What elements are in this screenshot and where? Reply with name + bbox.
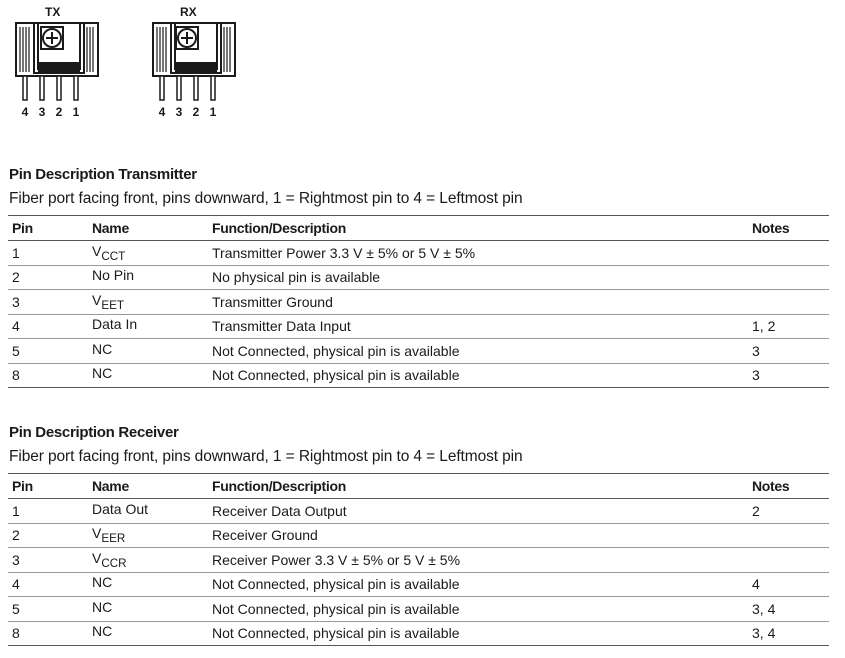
pin-cell: 5	[8, 597, 88, 622]
rx-connector-drawing	[149, 0, 259, 110]
table-row	[8, 548, 829, 573]
name-cell	[88, 523, 208, 548]
receiver-section-subtitle: Fiber port facing front, pins downward, 1 = Rightmost pin to 4 = Leftmost pin	[9, 448, 523, 465]
name-cell	[88, 265, 208, 290]
pin-cell: 1	[8, 241, 88, 266]
notes-cell: 2	[748, 499, 829, 524]
notes-cell	[748, 523, 829, 548]
name-cell	[88, 290, 208, 315]
pin-cell: 8	[8, 363, 88, 388]
notes-cell: 3	[748, 339, 829, 364]
transmitter-pin-table	[8, 215, 829, 388]
name-text: V	[92, 291, 102, 308]
name-cell	[88, 548, 208, 573]
name-subscript: CCR	[101, 556, 127, 570]
function-cell: Not Connected, physical pin is available	[208, 597, 748, 622]
notes-column-header: Notes	[748, 474, 829, 499]
tx-connector-drawing	[12, 0, 122, 110]
name-text: V	[92, 242, 102, 259]
transmitter-section-title: Pin Description Transmitter	[9, 166, 197, 183]
pin-column-header: Pin	[8, 216, 88, 241]
name-cell	[88, 363, 208, 388]
pin-column-header: Pin	[8, 474, 88, 499]
pin-cell: 2	[8, 265, 88, 290]
table-row	[8, 523, 829, 548]
pin-cell: 3	[8, 548, 88, 573]
pin-cell: 1	[8, 499, 88, 524]
function-cell: Not Connected, physical pin is available	[208, 572, 748, 597]
function-cell: Not Connected, physical pin is available	[208, 363, 748, 388]
function-cell: Receiver Power 3.3 V ± 5% or 5 V ± 5%	[208, 548, 748, 573]
tx-connector-diagram	[12, 0, 122, 125]
notes-cell	[748, 290, 829, 315]
table-row	[8, 363, 829, 388]
pin-cell: 8	[8, 621, 88, 646]
name-text: Data Out	[92, 500, 149, 517]
rx-pin-label-4: 4	[158, 105, 166, 119]
table-row	[8, 572, 829, 597]
name-cell	[88, 314, 208, 339]
table-row	[8, 339, 829, 364]
notes-cell: 1, 2	[748, 314, 829, 339]
notes-column-header: Notes	[748, 216, 829, 241]
table-row	[8, 499, 829, 524]
notes-cell	[748, 265, 829, 290]
name-cell	[88, 597, 208, 622]
name-text: Data In	[92, 316, 138, 333]
function-column-header: Function/Description	[208, 474, 748, 499]
name-column-header: Name	[88, 216, 208, 241]
function-cell: Receiver Ground	[208, 523, 748, 548]
transmitter-section-subtitle: Fiber port facing front, pins downward, 1 = Rightmost pin to 4 = Leftmost pin	[9, 190, 523, 207]
tx-pin-label-1: 1	[72, 105, 80, 119]
name-text: NC	[92, 574, 113, 591]
name-cell	[88, 572, 208, 597]
name-subscript: CCT	[101, 249, 126, 263]
pin-cell: 4	[8, 314, 88, 339]
receiver-pin-table	[8, 473, 829, 646]
name-cell	[88, 621, 208, 646]
name-text: V	[92, 525, 102, 542]
tx-pin-label-2: 2	[55, 105, 63, 119]
name-text: No Pin	[92, 267, 135, 284]
function-cell: Transmitter Power 3.3 V ± 5% or 5 V ± 5%	[208, 241, 748, 266]
table-row	[8, 597, 829, 622]
pin-cell: 3	[8, 290, 88, 315]
rx-pin-label-3: 3	[175, 105, 183, 119]
table-header-row	[8, 216, 829, 241]
receiver-section-title: Pin Description Receiver	[9, 424, 179, 441]
pin-cell: 2	[8, 523, 88, 548]
name-cell	[88, 241, 208, 266]
name-cell	[88, 339, 208, 364]
rx-pin-label-1: 1	[209, 105, 217, 119]
name-subscript: EET	[101, 298, 125, 312]
rx-pin-label-2: 2	[192, 105, 200, 119]
name-text: NC	[92, 365, 113, 382]
table-row	[8, 314, 829, 339]
function-cell: Not Connected, physical pin is available	[208, 621, 748, 646]
name-text: NC	[92, 340, 113, 357]
pin-cell: 4	[8, 572, 88, 597]
table-row	[8, 621, 829, 646]
table-header-row	[8, 474, 829, 499]
notes-cell: 3, 4	[748, 597, 829, 622]
function-column-header: Function/Description	[208, 216, 748, 241]
function-cell: Transmitter Ground	[208, 290, 748, 315]
name-text: NC	[92, 623, 113, 640]
rx-label: RX	[180, 5, 197, 19]
function-cell: Receiver Data Output	[208, 499, 748, 524]
name-column-header: Name	[88, 474, 208, 499]
function-cell: Not Connected, physical pin is available	[208, 339, 748, 364]
name-subscript: EER	[101, 532, 126, 546]
table-row	[8, 290, 829, 315]
notes-cell: 3	[748, 363, 829, 388]
name-text: V	[92, 549, 102, 566]
notes-cell	[748, 548, 829, 573]
notes-cell: 3, 4	[748, 621, 829, 646]
rx-connector-diagram	[149, 0, 259, 125]
notes-cell: 4	[748, 572, 829, 597]
table-row	[8, 265, 829, 290]
pin-cell: 5	[8, 339, 88, 364]
table-row	[8, 241, 829, 266]
tx-pin-label-4: 4	[21, 105, 29, 119]
tx-pin-label-3: 3	[38, 105, 46, 119]
tx-label: TX	[45, 5, 61, 19]
name-cell	[88, 499, 208, 524]
notes-cell	[748, 241, 829, 266]
function-cell: No physical pin is available	[208, 265, 748, 290]
name-text: NC	[92, 598, 113, 615]
function-cell: Transmitter Data Input	[208, 314, 748, 339]
